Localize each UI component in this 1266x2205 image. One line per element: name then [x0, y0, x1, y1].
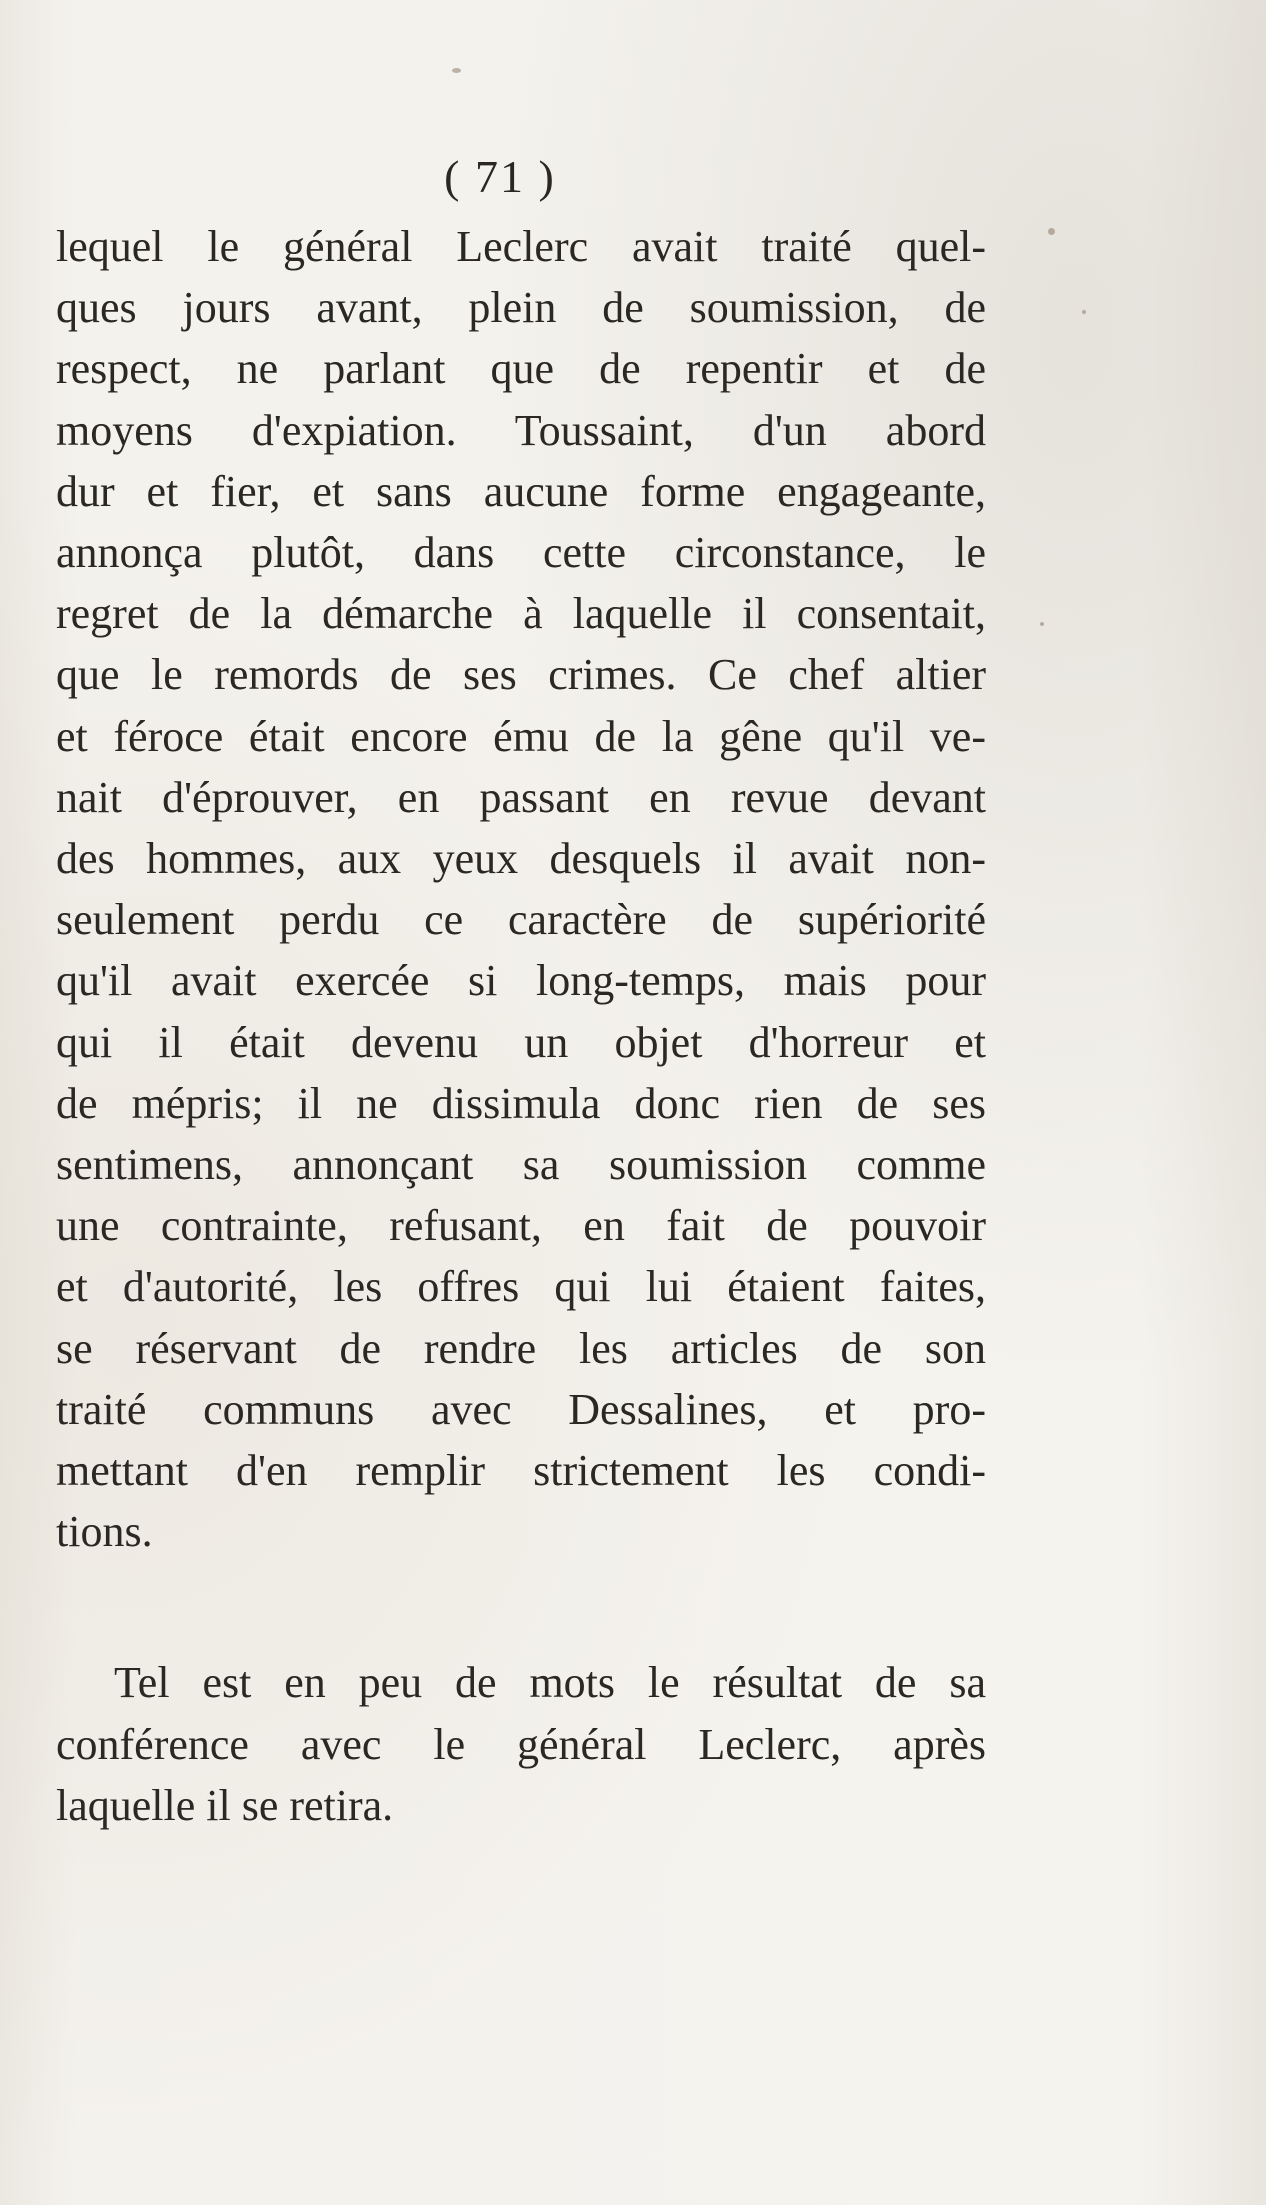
text-line: lequel le général Leclerc avait traité quel- — [56, 222, 986, 271]
ink-speck — [1082, 310, 1086, 314]
text-line: et féroce était encore ému de la gêne qu'il ve- — [56, 711, 986, 761]
text-line: mettant d'en remplir strictement les condi- — [56, 1446, 986, 1496]
text-line: des hommes, aux yeux desquels il avait non- — [56, 834, 986, 884]
text-line: de mépris; il ne dissimula donc rien de ses — [56, 1078, 986, 1128]
text-line: sentimens, annonçant sa soumission comme — [56, 1140, 986, 1190]
text-line: et d'autorité, les offres qui lui étaient faites, — [56, 1262, 986, 1312]
body-text — [56, 216, 986, 1836]
text-line: se réservant de rendre les articles de son — [56, 1323, 986, 1373]
text-line: une contrainte, refusant, en fait de pouvoir — [56, 1201, 986, 1251]
page-number: ( 71 ) — [444, 151, 556, 202]
text-line: seulement perdu ce caractère de supériorité — [56, 895, 986, 945]
text-line: traité communs avec Dessalines, et pro- — [56, 1384, 986, 1434]
text-line: annonça plutôt, dans cette circonstance, le — [56, 528, 986, 578]
ink-speck — [452, 68, 461, 73]
text-line: dur et fier, et sans aucune forme engageante, — [56, 466, 986, 516]
paragraph — [56, 1652, 986, 1836]
text-line: qu'il avait exercée si long-temps, mais pour — [56, 956, 986, 1006]
paragraph-gap — [56, 1562, 986, 1652]
text-line: Tel est en peu de mots le résultat de sa — [114, 1658, 986, 1708]
text-line: tions. — [56, 1507, 153, 1557]
text-line: ques jours avant, plein de soumission, de — [56, 283, 986, 333]
text-line: nait d'éprouver, en passant en revue devant — [56, 772, 986, 822]
text-line: regret de la démarche à laquelle il consentait, — [56, 589, 986, 639]
text-line: conférence avec le général Leclerc, après — [56, 1719, 986, 1769]
text-line: qui il était devenu un objet d'horreur et — [56, 1017, 986, 1067]
text-line: moyens d'expiation. Toussaint, d'un abord — [56, 405, 986, 455]
ink-speck — [1040, 622, 1044, 626]
paragraph — [56, 216, 986, 1562]
text-line: respect, ne parlant que de repentir et de — [56, 344, 986, 394]
text-line: laquelle il se retira. — [56, 1780, 394, 1830]
text-line: que le remords de ses crimes. Ce chef altier — [56, 650, 986, 700]
ink-speck — [1048, 228, 1055, 235]
